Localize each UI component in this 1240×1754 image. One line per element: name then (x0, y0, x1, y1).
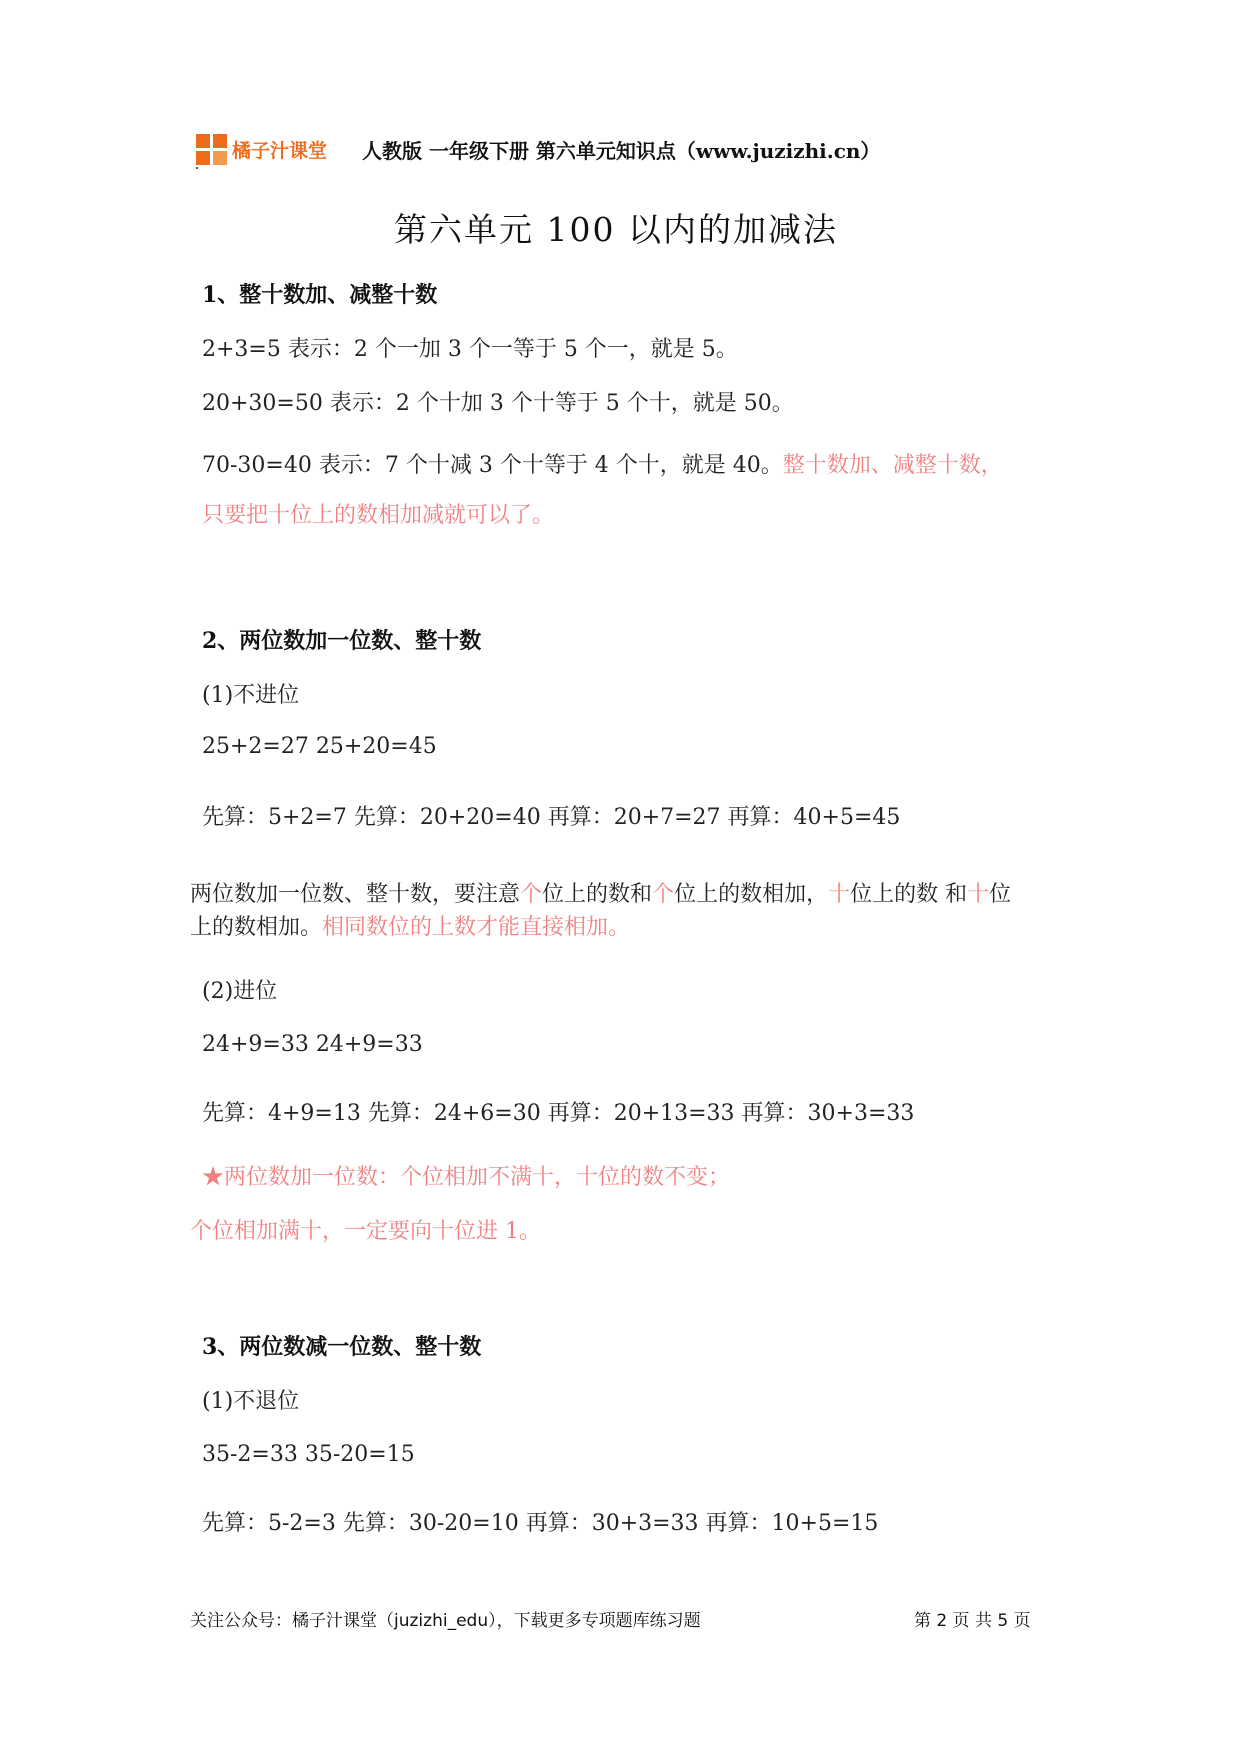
steps-line: 先算：5-2=3 先算：30-20=10 再算：30+3=33 再算：10+5=15 (202, 1511, 879, 1536)
highlight-text: 整十数加、减整十数， (782, 453, 1003, 478)
highlight-text: 个 (652, 882, 675, 907)
logo-square-icon (213, 151, 227, 165)
text-line: 2+3=5 表示：2 个一加 3 个一等于 5 个一，就是 5。 (202, 337, 738, 362)
highlight-text: 个 (520, 882, 543, 907)
highlight-text: 相同数位的上数才能直接相加。 (322, 915, 631, 940)
logo-square-icon (213, 134, 227, 148)
steps-line: 先算：5+2=7 先算：20+20=40 再算：20+7=27 再算：40+5=45 (202, 805, 901, 830)
text-span: 位上的数 和 (850, 882, 968, 907)
text-line (202, 448, 1003, 479)
section-heading-2: 2、两位数加一位数、整十数 (202, 628, 482, 654)
highlight-text: 十 (967, 882, 990, 907)
equation-line: 25+2=27 25+20=45 (202, 734, 437, 759)
footer-note: 关注公众号：橘子汁课堂（juzizhi_edu），下载更多专项题库练习题 (190, 1611, 701, 1631)
text-line: 20+30=50 表示：2 个十加 3 个十等于 5 个十，就是 50。 (202, 391, 794, 416)
highlight-text: ★两位数加一位数：个位相加不满十，十位的数不变； (202, 1165, 731, 1190)
text-span: 位上的数相加， (674, 882, 829, 907)
equation-line: 35-2=33 35-20=15 (202, 1442, 415, 1467)
note-line (190, 910, 630, 941)
note-line (190, 877, 1011, 908)
highlight-text: 十 (828, 882, 851, 907)
brand-name: 橘子汁课堂 (232, 140, 328, 162)
highlight-text: 个位相加满十，一定要向十位进 1。 (190, 1219, 541, 1244)
subheading: (1)不进位 (202, 683, 300, 708)
subheading: (2)进位 (202, 979, 278, 1004)
section-heading-1: 1、整十数加、减整十数 (202, 282, 438, 308)
highlight-text: 只要把十位上的数相加减就可以了。 (202, 503, 555, 528)
header-title: 人教版 一年级下册 第六单元知识点（www.juzizhi.cn） (362, 139, 881, 163)
text-span: 两位数加一位数、整十数，要注意 (190, 882, 521, 907)
logo-square-icon (196, 151, 210, 165)
logo-square-icon (196, 134, 210, 148)
brand-logo-icon (196, 134, 228, 166)
equation-line: 24+9=33 24+9=33 (202, 1032, 423, 1057)
section-heading-3: 3、两位数减一位数、整十数 (202, 1334, 482, 1360)
text-span: 位上的数和 (542, 882, 653, 907)
text-span: 位 (989, 882, 1012, 907)
header-dot (196, 167, 198, 169)
steps-line: 先算：4+9=13 先算：24+6=30 再算：20+13=33 再算：30+3=33 (202, 1101, 915, 1126)
text-span: 70-30=40 表示：7 个十减 3 个十等于 4 个十，就是 40。 (202, 453, 783, 478)
page-number: 第 2 页 共 5 页 (914, 1611, 1031, 1631)
subheading: (1)不退位 (202, 1389, 300, 1414)
page-title: 第六单元 100 以内的加减法 (394, 210, 838, 249)
text-span: 上的数相加。 (190, 915, 323, 940)
